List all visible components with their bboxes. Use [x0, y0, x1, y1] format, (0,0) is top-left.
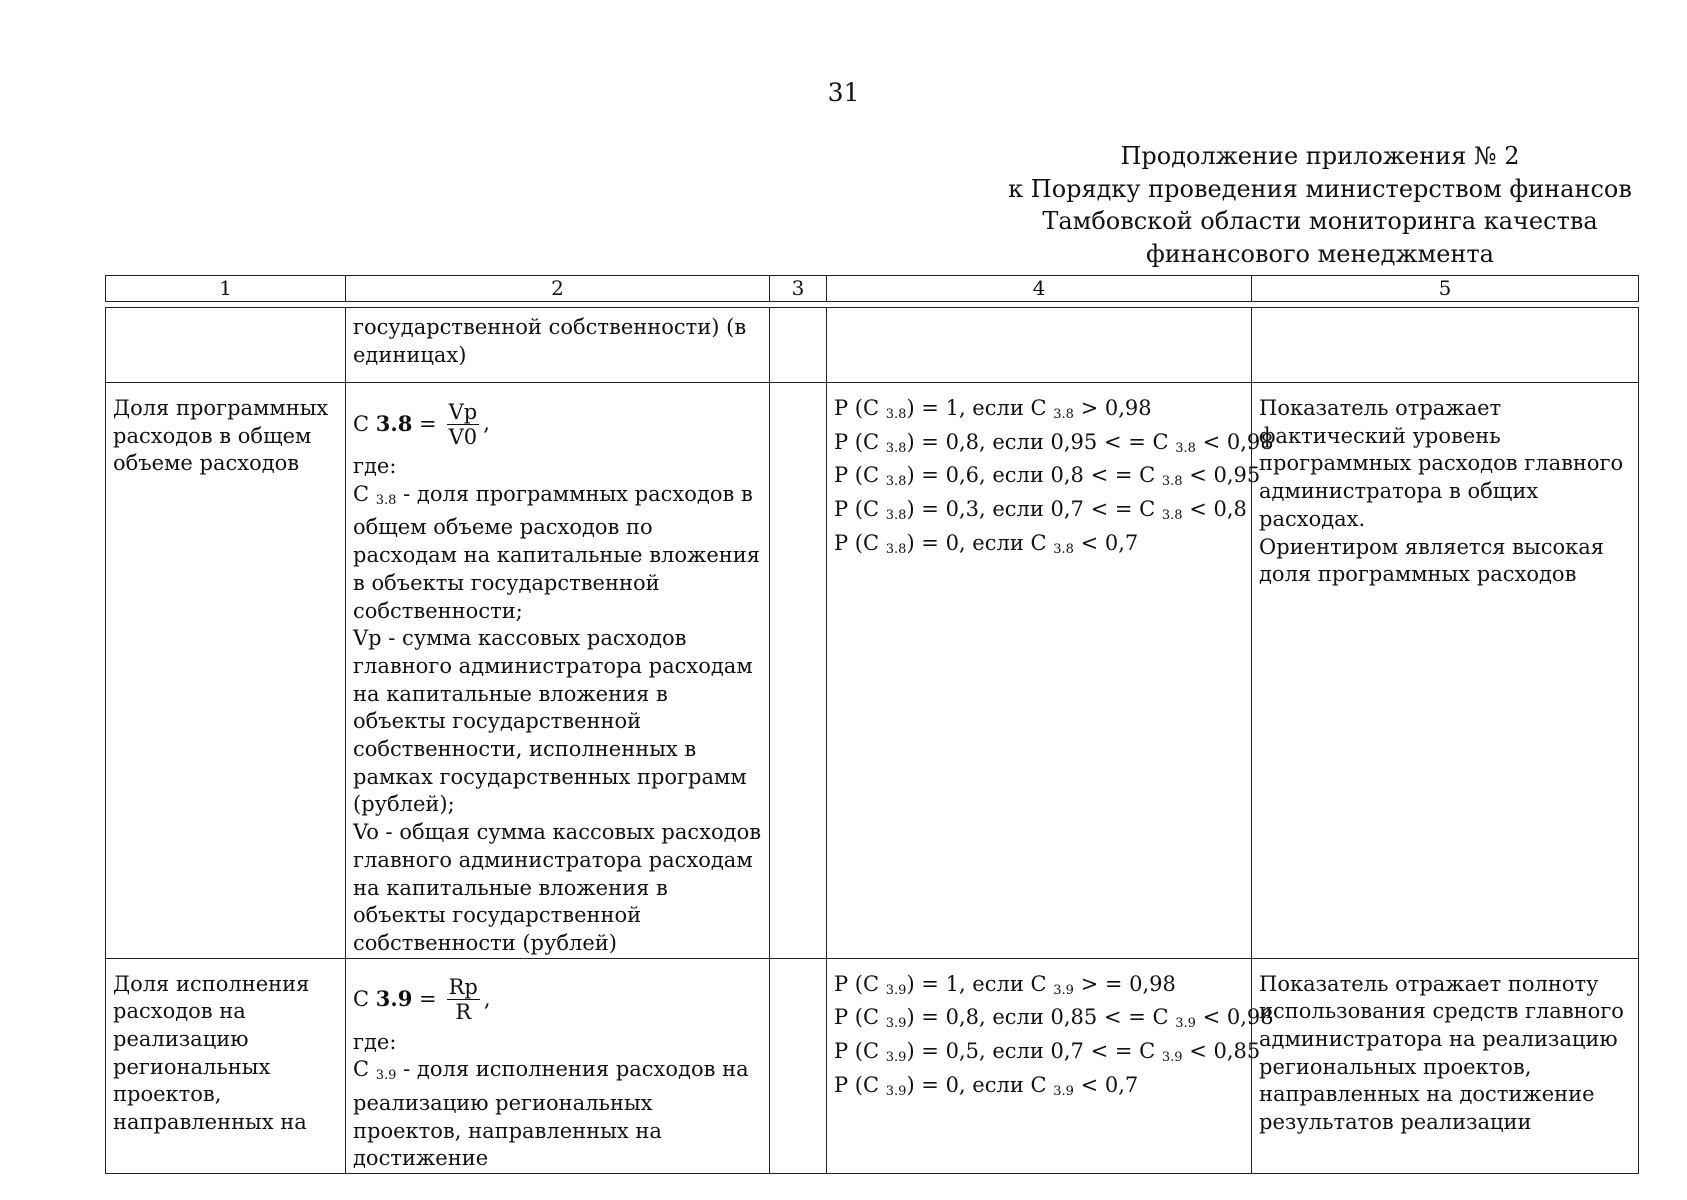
score-text: Р (С [834, 1039, 886, 1064]
score-index: 3.9 [1053, 1083, 1074, 1099]
score-index: 3.8 [1161, 508, 1183, 524]
formula [353, 971, 762, 1029]
score-rule [834, 395, 1244, 429]
fraction-numerator: Rp [448, 975, 478, 1000]
definition-line [353, 1056, 762, 1173]
indicator-name-cell: Доля программных расходов в общем объеме расходов [106, 383, 346, 959]
score-index: 3.8 [1175, 440, 1196, 456]
fraction-denominator: V0 [448, 424, 478, 449]
formula [353, 395, 762, 453]
formula-symbol: С [353, 987, 370, 1012]
table-row [106, 308, 1639, 383]
score-text: ) = 0,8, если 0,95 < = С [906, 429, 1176, 454]
column-number: 1 [106, 276, 346, 302]
column-number: 2 [346, 276, 770, 302]
formula-lhs: С 3.9 = [353, 986, 437, 1012]
score-text: Р (С [834, 1005, 886, 1030]
comment-cell [1252, 308, 1639, 383]
score-rule [834, 462, 1261, 496]
column-number: 4 [827, 276, 1252, 302]
calculation-cell [346, 383, 770, 959]
score-text: Р (С [834, 530, 886, 555]
definition-line: Vp - сумма кассовых расходов главного администратора расходам на капитальные вложения в объекты государственной собственности, исполненных в рамках государственных программ (рублей); [353, 626, 753, 817]
definition-index: 3.9 [375, 1068, 397, 1084]
score-text: Р (С [834, 971, 886, 996]
score-cell [827, 308, 1252, 383]
score-text: ) = 0,6, если 0,8 < = С [906, 463, 1162, 488]
score-text: Р (С [834, 396, 886, 420]
score-rule [834, 1038, 1261, 1072]
score-index: 3.9 [1053, 982, 1074, 998]
score-text: < 0,85 [1182, 1039, 1261, 1064]
score-cell [827, 383, 1274, 959]
formula-tail: , [483, 411, 490, 436]
formula-lhs: С 3.8 = [353, 410, 437, 436]
score-text: > = 0,98 [1073, 971, 1176, 996]
definition-line: Vo - общая сумма кассовых расходов главного администратора расходам на капитальные вложения в объекты государственной собственности (рублей) [353, 820, 762, 955]
appendix-header-line: финансового менеджмента [1146, 239, 1494, 268]
score-rule [834, 971, 1244, 1005]
score-index: 3.8 [885, 508, 907, 524]
comment-cell [1252, 383, 1639, 959]
score-index: 3.8 [1053, 407, 1074, 422]
score-index: 3.8 [885, 541, 907, 557]
formula-index: 3.8 [375, 410, 413, 436]
score-rule [834, 429, 1274, 463]
calculation-cell [346, 958, 770, 1174]
formula-symbol: С [353, 411, 370, 436]
definition-symbol: С [353, 481, 370, 506]
score-index: 3.9 [885, 982, 907, 998]
score-index: 3.9 [885, 1050, 907, 1066]
indicator-name-cell: Доля исполнения расходов на реализацию региональных проектов, направленных на [106, 958, 346, 1174]
definition-line [353, 481, 762, 626]
table-row [106, 958, 1639, 1174]
score-text: < 0,7 [1073, 530, 1139, 555]
empty-cell [770, 308, 827, 383]
score-text: Р (С [834, 497, 886, 522]
fraction-numerator: Vp [448, 399, 478, 424]
score-rule [834, 530, 1244, 564]
score-text: < 0,8 [1182, 497, 1247, 522]
score-text: < 0,98 [1195, 1005, 1274, 1030]
comment-cell: Показатель отражает полноту использования средств главного администратора на реализацию региональных проектов, направленных на достижение результатов реализации [1252, 958, 1639, 1174]
score-text: ) = 1, если С [906, 971, 1054, 996]
page-number: 31 [827, 78, 860, 107]
fraction [447, 975, 480, 1024]
score-index: 3.8 [885, 407, 907, 422]
score-cell [827, 958, 1274, 1174]
score-text: Р (С [834, 429, 886, 454]
definition-line: где: [353, 454, 397, 478]
fraction [447, 400, 480, 449]
empty-cell [770, 958, 827, 1174]
comment-text: Показатель отражает фактический уровень программных расходов главного администратора в общих расходах. [1259, 396, 1624, 531]
table-row [106, 383, 1639, 959]
score-text: < 0,95 [1182, 463, 1261, 488]
score-text: ) = 0, если С [906, 1072, 1054, 1097]
appendix-header-line: Тамбовской области мониторинга качества [1042, 207, 1598, 235]
fraction-denominator: R [455, 1000, 472, 1025]
definition-symbol: С [353, 1057, 370, 1082]
indicator-name-cell [106, 308, 346, 383]
score-index: 3.8 [885, 474, 907, 490]
score-text: ) = 0, если С [906, 530, 1054, 555]
empty-cell [770, 383, 827, 959]
column-number-row [105, 275, 1639, 302]
score-text: < 0,98 [1195, 429, 1274, 454]
score-text: ) = 0,5, если 0,7 < = С [906, 1039, 1162, 1064]
score-index: 3.8 [1053, 541, 1074, 557]
score-text: Р (С [834, 463, 886, 488]
formula-tail: , [483, 986, 491, 1011]
score-text: ) = 0,8, если 0,85 < = С [906, 1005, 1176, 1030]
score-text: ) = 0,3, если 0,7 < = С [906, 497, 1162, 522]
calculation-cell: государственной собственности) (в единицах) [346, 308, 770, 383]
definition-text: - доля исполнения расходов на реализацию региональных проектов, направленных на достижение [353, 1057, 749, 1171]
score-rule [834, 496, 1247, 530]
score-index: 3.9 [885, 1083, 907, 1099]
comment-text: Ориентиром является высокая доля программных расходов [1259, 534, 1605, 587]
score-text: > 0,98 [1073, 396, 1152, 420]
appendix-header-line: Продолжение приложения № 2 [1120, 142, 1520, 170]
definition-text: - доля программных расходов в общем объеме расходов по расходам на капитальные вложения в объекты государственной собственности; [353, 481, 761, 623]
score-index: 3.9 [1175, 1016, 1196, 1032]
score-index: 3.9 [1161, 1050, 1183, 1066]
definition-line: где: [353, 1029, 397, 1054]
score-index: 3.8 [885, 440, 907, 456]
score-text: < 0,7 [1073, 1072, 1139, 1097]
column-number: 3 [770, 276, 827, 302]
score-text: Р (С [834, 1072, 886, 1097]
formula-index: 3.9 [375, 986, 413, 1012]
score-text: ) = 1, если С [906, 396, 1054, 420]
score-rule [834, 1072, 1244, 1106]
column-number: 5 [1252, 276, 1639, 302]
appendix-header [960, 140, 1680, 270]
indicator-table [105, 307, 1639, 1174]
appendix-header-line: к Порядку проведения министерством финансов [1008, 174, 1632, 203]
score-index: 3.9 [885, 1016, 907, 1032]
score-index: 3.8 [1161, 474, 1183, 490]
definition-index: 3.8 [375, 492, 397, 508]
score-rule [834, 1004, 1274, 1038]
